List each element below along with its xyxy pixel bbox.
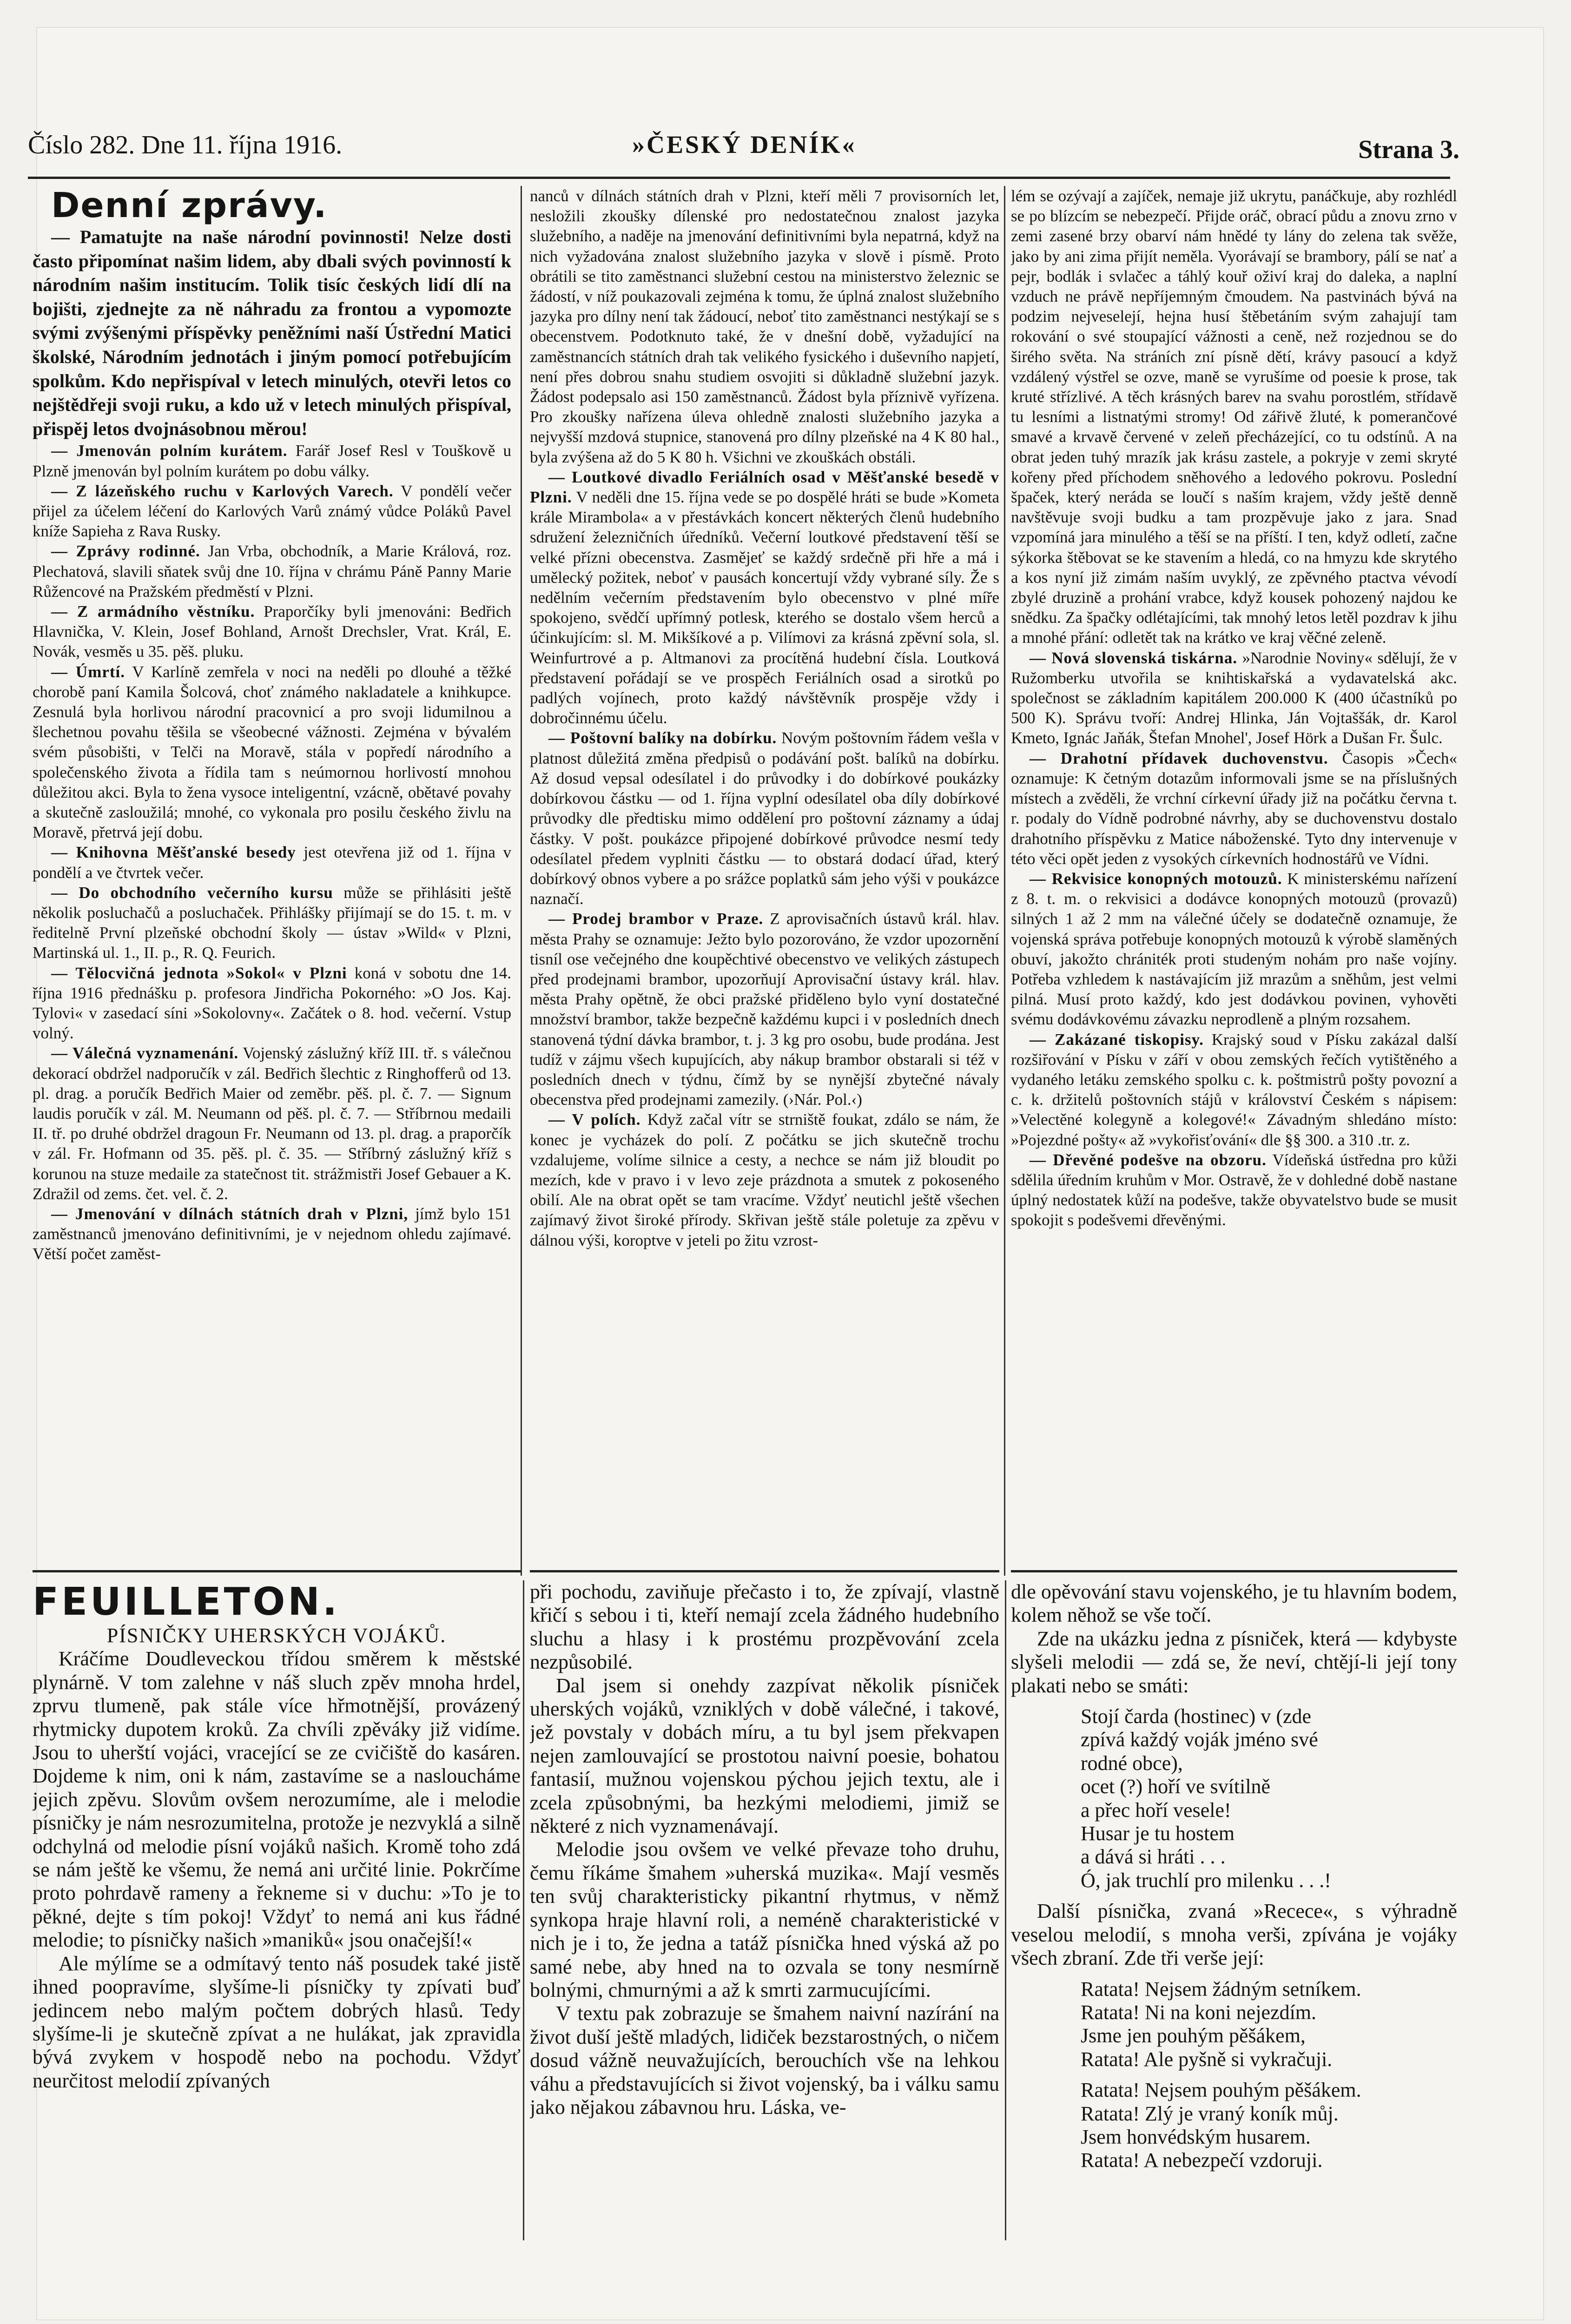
song-verse	[1011, 1978, 1457, 2072]
feuilleton-column-3	[1011, 1580, 1457, 2250]
header-rule	[28, 177, 1450, 179]
news-item-text: Z aprovisačních ústavů král. hlav. města Prahy se oznamuje: Ježto bylo pozorováno, že vzdor upozornění tisníl ose večejného dne koupěchtivé obecenstvo ve velikých zástupech před prodejnami brambor, upozorňují Aprovisační ústavy král. hlav. města Prahy opětně, že obci pražské přiděleno bylo vyní dostatečné množství brambor, takže bezpečně každému kupci i v posledních dnech stanovená týdní dávka brambor, t. j. 3 kg pro osobu, bude prodána. Jest tudíž v zájmu všech kupujících, aby nákup brambor obstarali si též v posledních dnech v týdnu, čímž by se nynější zbytečné návaly obecenstva před prodejnami zamezily. (›Nár. Pol.‹)	[530, 910, 999, 1109]
verse-line: ocet (?) hoří ve svítilně	[1081, 1775, 1271, 1798]
verse-line: Ratata! Zlý je vraný koník můj.	[1081, 2102, 1339, 2125]
news-item-text: Krajský soud v Písku zakázal další rozšiřování v Písku v září v obou zemských řečích vytištěného a vydaného letáku zemského spolku c. k. poštmistrů pošty povozní a c. k. držitelů poštovních stájů v království Českém s nápisem: »Velectěné kolegyně a kolegové!« Závadným shledáno místo: »Pojezdné pošty« až »vykořisťování« dle §§ 300. a 310 .tr. z.	[1011, 1030, 1457, 1149]
news-item	[33, 541, 511, 601]
feuilleton-column-2	[530, 1580, 999, 2250]
news-item-heading: — V polích.	[548, 1110, 641, 1129]
news-item-heading: — Do obchodního večerního kursu	[51, 883, 333, 902]
news-item	[1011, 869, 1457, 1030]
song-verse	[1011, 2079, 1457, 2172]
newspaper-title: »ČESKÝ DENÍK«	[632, 131, 857, 158]
column-divider	[521, 186, 522, 1576]
news-item-text: Farář Josef Resl v Touškově u Plzně jmenován byl polním kurátem po dobu války.	[33, 442, 511, 480]
feuilleton-paragraph: Ale mýlíme se a odmítavý tento náš posudek také jistě ihned poopravíme, slyšíme-li písničky ty zpívati buď jedincem nebo malým počtem dobrých hlasů. Tedy slyšíme-li je skutečně zpívat a ne hulákat, jak zpravidla bývá zvykem v hospodě nebo na pochodu. Vždyť neurčitost melodií zpívaných	[33, 1952, 521, 2092]
news-item-text: Praporčíky byli jmenováni: Bedřich Hlavnička, V. Klein, Josef Bohland, Arnošt Drechsler, Vrat. Král, E. Novák, vesměs u 35. pěš. pluku.	[33, 602, 511, 661]
verse-line: rodné obce),	[1081, 1751, 1183, 1775]
news-item	[33, 1043, 511, 1204]
verse-line: Ratata! Ni na koni nejezdím.	[1081, 2000, 1317, 2024]
verse-line: Ratata! Nejsem žádným setníkem.	[1081, 1977, 1361, 2000]
news-item	[1011, 1030, 1457, 1150]
feuilleton-paragraph: při pochodu, zaviňuje přečasto i to, že zpívají, vlastně křičí s sebou i ti, kteří nemají zcela žádného hudebního sluchu a hlasy i k prostému prozpěvování zcela nezpůsobilé.	[530, 1580, 999, 1674]
feuilleton-label: FEUILLETON.	[33, 1580, 340, 1624]
column-divider	[523, 1580, 524, 2240]
verse-line: Jsem honvédským husarem.	[1081, 2125, 1311, 2148]
news-item	[1011, 648, 1457, 748]
news-items-3	[1011, 186, 1457, 1230]
section-rule	[530, 1570, 999, 1572]
news-item-heading: — Loutkové divadlo Feriálních osad v Měšťanské besedě v Plzni.	[530, 468, 999, 507]
news-item	[530, 186, 999, 467]
feuilleton-title: PÍSNIČKY UHERSKÝCH VOJÁKŮ.	[106, 1624, 447, 1647]
song-verse	[1011, 1705, 1457, 1892]
news-item-text: Když začal vítr se strniště foukat, zdálo se nám, že konec je vycházek do polí. Z počátku se jich skutečně trochu vzdalujeme, volíme silnice a cesty, a nechce se nám již bloudit po mezích, kde v pravo i v levo zeje prázdnota a smutek z pokoseného obilí. Ale na obrat opět se tam vracíme. Vždyť neutichl ještě všechen zajímavý život široké přírody. Skřivan ještě stále poletuje za zpěvu v dálnou výši, koroptve v jeteli po žitu vzrost-	[530, 1110, 999, 1249]
news-item	[33, 662, 511, 843]
news-item-heading: — Nová slovenská tiskárna.	[1030, 648, 1238, 667]
news-item-text: Novým poštovním řádem vešla v platnost důležitá změna předpisů o podávání pošt. balíků na dobírku. Až dosud vepsal odesílatel i do průvodky i do dobírkové poukázky dobírkovou částku — od 1. října vyplní odesílatel oba díly dobírkové průvodky dle předtisku mimo oddělení pro poštovní záznamy a údaj částky. V pošt. poukázce připojené dobírkové průvodce nesmí tedy odesílatel předem vyplniti částku — to obstará dodací úřad, který dobírkový obnos vybere a po srážce poplatků sám jeho výši v poukázce naznačí.	[530, 729, 999, 908]
feuilleton-column-1	[33, 1580, 521, 2250]
news-item-heading: — Z armádního věstníku.	[51, 602, 255, 621]
page-header	[28, 121, 1459, 172]
news-items-1	[33, 441, 511, 1264]
verse-line: Ó, jak truchlí pro milenku . . .!	[1081, 1868, 1331, 1892]
news-item-heading: — Úmrtí.	[51, 662, 125, 681]
news-item	[33, 1204, 511, 1264]
news-item	[1011, 1150, 1457, 1230]
news-item-text: V pondělí večer přijel za účelem léčení do Karlových Varů známý vůdce Poláků Pavel kníže Sapieha z Rava Rusky.	[33, 482, 511, 541]
news-items-2	[530, 186, 999, 1250]
news-item	[530, 467, 999, 728]
news-item-heading: — Rekvisice konopných motouzů.	[1030, 869, 1282, 888]
news-item-heading: — Z lázeňského ruchu v Karlových Varech.	[51, 482, 394, 500]
section-title: Denní zprávy.	[51, 186, 328, 225]
feuilleton-paragraph: Melodie jsou ovšem ve velké převaze toho druhu, čemu říkáme šmahem »uherská muzika«. Mají vesměs ten svůj charakteristicky pikantní rhytmus, v němž synkopa hraje hlavní roli, a neméně charakteristické v nich je i to, že jedna a tatáž písnička hned výská až po samé nebe, aby hned na to ozvala se tony nesmírně bolnými, chmurnými a až k smrti zarmucujícími.	[530, 1838, 999, 2001]
column-divider	[1004, 186, 1005, 1576]
feuilleton-paragraph: Dal jsem si onehdy zazpívat několik písniček uherských vojáků, vzniklých v době válečné, i takové, jež povstaly v dobách míru, a tu byl jsem překvapen nejen zamlouvající se prostotou naivní poesie, bohatou fantasií, mužnou vojenskou pýchou jejich textu, ale i zcela způsobnými, ba hezkými melodiemi, jimiž se některé z nich vyznamenávají.	[530, 1674, 999, 1838]
feuilleton-paragraph: Další písnička, zvaná »Recece«, s výhradně veselou melodií, s mnoha verši, zpívána je vojáky všech zbraní. Zde tři verše její:	[1011, 1900, 1457, 1970]
news-item-heading: — Zprávy rodinné.	[51, 542, 200, 561]
section-rule	[1011, 1570, 1457, 1572]
news-item	[33, 963, 511, 1043]
news-item-heading: — Jmenován polním kurátem.	[51, 442, 288, 460]
verse-line: a přec hoří vesele!	[1081, 1798, 1231, 1822]
news-item-heading: — Válečná vyznamenání.	[51, 1044, 239, 1063]
verse-line: Ratata! Nejsem pouhým pěšákem.	[1081, 2079, 1361, 2102]
news-item	[33, 842, 511, 882]
verse-line: Husar je tu hostem	[1081, 1822, 1235, 1845]
news-item-heading: — Dřevěné podešve na obzoru.	[1030, 1150, 1267, 1169]
news-item-text: nanců v dílnách státních drah v Plzni, kteří měli 7 provisorních let, nesložili zkoušky dílenské pro nedostatečnou znalost jazyka služebního, a naděje na jmenování definitivními byla nepatrná, když na nich vyžadována znalost služebního jazyka v slově i písmě. Proto obrátili se tito zaměstnanci služební cestou na ministerstvo železnic se žádostí, v níž poukazovali zejména k tomu, že úplná znalost služebního jazyka pro dílny není tak žádoucí, neboť tito zaměstnanci nestýkají se s obecenstvem. Podotknuto také, že v dnešní době, vyžadující na zaměstnancích státních drah tak velikého fysického i duševního napjetí, není přes dobrou snahu studiem osvojiti si důkladně služební jazyk. Žádost podepsalo asi 150 zaměstnanců. Žádost byla příznivě vyřízena. Pro zkoušky nařízena úleva ohledně znalosti služebního jazyka a nejvyšší mzdová stupnice, stanovená pro dílny plzeňské na 4 K 80 hal., byla zvýšena až do 5 K 80 h. Všichni ve zkouškách obstáli.	[530, 187, 999, 466]
news-item	[33, 601, 511, 662]
verse-line: Stojí čarda (hostinec) v (zde	[1081, 1705, 1312, 1728]
verse-line: zpívá každý voják jméno své	[1081, 1728, 1318, 1751]
news-item	[1011, 748, 1457, 869]
verse-line: Jsme jen pouhým pěšákem,	[1081, 2024, 1306, 2047]
news-item-text: může se přihlásiti ještě několik posluchačů a posluchaček. Přihlášky přijímají se do 15. t. m. v ředitelně První plzeňské obchodní školy — ústav »Wild« v Plzni, Martinská ul. 1., II. p., R. Q. Feurich.	[33, 883, 511, 962]
news-item-heading: — Knihovna Měšťanské besedy	[51, 843, 296, 862]
verse-line: a dává si hráti . . .	[1081, 1845, 1226, 1868]
news-item-text: jest otevřena již od 1. října v pondělí a ve čtvrtek večer.	[33, 843, 511, 882]
news-item-text: V neděli dne 15. října vede se po dospělé hráti se bude »Kometa krále Mirambola« a v přestávkách koncert některých členů hudebního sdružení železničních úředníků. Večerní loutkové představení těší se velké přízni obecenstva. Zasmějeť se každý srdečně při hře a má i umělecký požitek, neboť v pausách koncertují vždy vybrané síly. Že s nedělním večerním představením bylo obecenstvo v plné míře spokojeno, svědčí upřímný potlesk, kterého se dostalo všem herců a účinkujícím: sl. M. Mikšíkové a p. Vilímovi za krásná zpěvní sola, sl. Weinfurtrové a p. Altmanovi za procítěná hudební čísla. Loutková představení pořádají se ve prospěch Feriálních osad a sirotků po padlých vojínech, proto každý návštěvník prospěje vždy i dobročinnému účelu.	[530, 488, 999, 727]
news-item-text: »Narodnie Noviny« sdělují, že v Ružomberku utvořila se knihtiskařská a vydavatelská akc. společnost se základním kapitálem 200.000 K (400 účastníků po 500 K). Správu tvoří: Andrej Hlinka, Ján Vojtaššák, dr. Karol Kmeto, Ignác Jaňák, Štefan Mnohel', Josef Hörk a Dušan Fr. Šulc.	[1011, 648, 1457, 747]
news-item-heading: — Zakázané tiskopisy.	[1030, 1030, 1204, 1049]
news-item-heading: — Prodej brambor v Praze.	[548, 910, 764, 928]
news-column-1	[33, 186, 511, 1562]
news-item	[33, 441, 511, 481]
news-item-heading: — Jmenování v dílnách státních drah v Plzni,	[51, 1205, 409, 1223]
news-item	[33, 481, 511, 541]
news-item-text: lém se ozývají a zajíček, nemaje již ukrytu, panáčkuje, aby rozhlédl se po blízcím se nebezpečí. Přijde oráč, obrací půdu a znovu zrno v zemi zasené brzy obarví nám hnědé ty lány do zelena tak svěže, jako by ani zima přijít neměla. Vyorávají se brambory, pálí se nať a pejr, bodlák i svlačec a táhlý kouř oživí kraj do daleka, a naplní vzduch ne právě nepříjemným čmoudem. Na pastvinách bývá na podzim nejveselejí, hejna husí štěbetáním svým zahajují tam rokování o své stoupající vážnosti a ceně, než rozjednou se do širého světa. Na stráních zní písně dětí, krávy pasoucí a když vzdálený výstřel se ozve, maně se vyrušíme od poesie k prose, tak kruté střízlivé. A těch krásných barev na svahu porostlém, střídavě tu lesními a listnatými stromy! Od zářivě žluté, k pomerančové smavé a krvavě červené v zeleň přecházející, co tu odstínů. A na obrat jeden tuhý mrazík jak krásu zastele, a pokryje v zemi skryté kořeny před příchodem sněhového a ledového pokrovu. Poslední špaček, který neráda se loučí s naším krajem, vždy ještě denně navštěvuje svoji budku a tam prozpěvuje jako z jara. Snad vzpomíná jara minulého a těší se na příští. I ten, když odletí, začne sýkorka štěbovat se ke stavením a hledá, co na hmyzu kde skrytého a kos nyní již zimám naším uvyklý, ze zpěvného ptactva vévodí zbylé druzině a prohání vrabce, když kousek pohozený najdou ke snědku. Za špačky odlétajícími, tak mnohý letos letěl pozdrav k jihu a mnohé přání: odletět tak na krátko ve kraj věčné zeleně.	[1011, 187, 1457, 647]
news-item-heading: — Poštovní balíky na dobírku.	[548, 729, 777, 747]
news-item-text: Časopis »Čech« oznamuje: K četným dotazům informovali jsme se na příslušných místech a zvěděli, že vrchní církevní úřady již na počátku června t. r. podaly do Vídně podrobné návrhy, aby se duchovenstvu dostalo drahotního příspěvku z Matice náboženské. Tyto dny intervenuje v této věci opět jeden z vysokých církevních hodnostářů ve Vídni.	[1011, 749, 1457, 868]
news-column-2	[530, 186, 999, 1562]
verse-line: Ratata! A nebezpečí vzdoruji.	[1081, 2149, 1323, 2172]
news-item-text: K ministerskému nařízení z 8. t. m. o rekvisici a dodávce konopných motouzů (provazů) silných 1 až 2 mm na válečné účely se dodatečně oznamuje, že vojenská správa potřebuje konopných motouzů k výrobě slaměných obuví, jakožto chrániték proti studeným nohám pro naše vojíny. Potřeba vzhledem k nastávajícím již mrazům a sněhům, jest velmi pilná. Musí proto každý, kdo jest dodávkou povinen, vyhověti svému dodávkovému závazku neprodleně a plným rozsahem.	[1011, 869, 1457, 1029]
feuilleton-paragraph: Zde na ukázku jedna z písniček, která — kdybyste slyšeli melodii — zdá se, že neví, chtějí-li její tony plakati nebo se smáti:	[1011, 1627, 1457, 1697]
verse-line: Ratata! Ale pyšně si vykračuji.	[1081, 2047, 1333, 2071]
issue-date: Číslo 282. Dne 11. října 1916.	[28, 131, 343, 159]
news-item-text: koná v sobotu dne 14. října 1916 přednášku p. profesora Jindřicha Pokorného: »O Jos. Kaj. Tylovi« v zasedací síni »Sokolovny«. Začátek o 8. hod. večerní. Vstup volný.	[33, 964, 511, 1043]
news-item-text: V Karlíně zemřela v noci na neděli po dlouhé a těžké chorobě paní Kamila Šolcová, choť známého nakladatele a knihkupce. Zesnulá byla horlivou národní pracovnicí a pro svoji lidumilnou a šlechetnou povahu těšila se všeobecné vážnosti. Zejména v bývalém svém působišti, v Telči na Moravě, stála v popředí národního a společenského života a řídila tam s neúmornou horlivostí mnohou důležitou akci. Byla to žena vysoce inteligentní, vzácně, obětavé povahy a skutečně zasloužilá; mnohé, co vykonala pro posilu českého živlu na Moravě, přetrvá její dobu.	[33, 662, 511, 842]
section-rule	[33, 1570, 521, 1572]
news-item	[530, 728, 999, 909]
column-divider	[1005, 1580, 1006, 2240]
news-item	[530, 909, 999, 1109]
page-number: Strana 3.	[1358, 135, 1459, 164]
news-item	[1011, 186, 1457, 648]
news-item-text: Vídeňská ústředna pro kůži sdělila úředním kruhům v Mor. Ostravě, že v dohledné době nastane úplný nedostatek kůží na podešve, takže obyvatelstvo bude se musit spokojit s podešvemi dřevěnými.	[1011, 1150, 1457, 1229]
news-item-text: jímž bylo 151 zaměstnanců jmenováno definitivními, je v nejednom ohledu zajímavé. Větší počet zaměst-	[33, 1205, 511, 1263]
feuilleton-paragraph: dle opěvování stavu vojenského, je tu hlavním bodem, kolem něhož se vše točí.	[1011, 1580, 1457, 1627]
news-item-text: Jan Vrba, obchodník, a Marie Králová, roz. Plechatová, slavili sňatek svůj dne 10. října v chrámu Páně Panny Marie Růžencové na Pražském předměstí v Plzni.	[33, 542, 511, 601]
news-item-text: Vojenský záslužný kříž III. tř. s válečnou dekorací obdržel nadporučík v zál. Bedřich šlechtic z Ringhofferů od 13. pl. drag. a poručík Bedřich Maier od zeměbr. pěš. pl. č. 7. — Signum laudis poručík v zál. M. Neumann od pěš. pl. č. 7. — Stříbrnou medaili II. tř. po druhé obdržel dragoun Fr. Neumann od 13. pl. drag. a praporčík v zál. Fr. Hofmann od 35. pěš. pl. č. 35. — Stříbrný záslužný kříž s korunou na stuze medaile za statečnost tit. strážmistři Josef Gebauer a K. Zdražil od zems. čet. vel. č. 2.	[33, 1044, 511, 1203]
news-column-3	[1011, 186, 1457, 1562]
news-item	[530, 1109, 999, 1250]
lead-article: — Pamatujte na naše národní povinnosti! Nelze dosti často připomínat našim lidem, aby dbali svých povinností k národním našim institucím. Tolik tisíc českých lidí dlí na bojišti, zjednejte za ně náhradu za frontou a vypomozte svými zvýšenými příspěvky peněžními naší Ústřední Matici školské, Národním jednotách i jiným pomocí potřebujícím spolkům. Kdo nepřispíval v letech minulých, otevři letos co nejštědřeji svoji ruku, a kdo už v letech minulých přispíval, přispěj letos dvojnásobnou měrou!	[33, 226, 511, 439]
feuilleton-paragraph: Kráčíme Doudleveckou třídou směrem k městské plynárně. V tom zalehne v náš sluch zpěv mnoha hrdel, zprvu tlumeně, pak stále více hřmotnější, provázený rhytmicky dupotem kroků. Za chvíli zpěváky již vidíme. Jsou to uherští vojáci, vracející se ze cvičiště do kasáren. Dojdeme k nim, oni k nám, zastavíme se a nasloucháme jejich zpěvu. Slovům ovšem nerozumíme, ale i melodie písničky je nám nesrozumitelna, protože je nezvyklá a silně odchylná od melodie písní vojáků našich. Kromě toho zdá se nám ještě ke všemu, že nemá ani určité linie. Pokrčíme proto pohrdavě rameny a řekneme si v duchu: »To je to pěkné, dejte s tím pokoj! Vždyť to nemá ani kus řádné melodie; to písničky našich »maniků« jsou onačejší!«	[33, 1647, 521, 1952]
news-item-heading: — Drahotní přídavek duchovenstvu.	[1030, 749, 1328, 767]
news-item-heading: — Tělocvičná jednota »Sokol« v Plzni	[51, 964, 347, 982]
news-item	[33, 883, 511, 963]
feuilleton-paragraph: V textu pak zobrazuje se šmahem naivní nazírání na život duší ještě mladých, lidiček bezstarostných, o ničem dosud vážně neuvažujících, berouchích vše na lehkou váhu a představujících si život vojenský, ba i válku samu jako nějakou zábavnou hru. Láska, ve-	[530, 2002, 999, 2119]
